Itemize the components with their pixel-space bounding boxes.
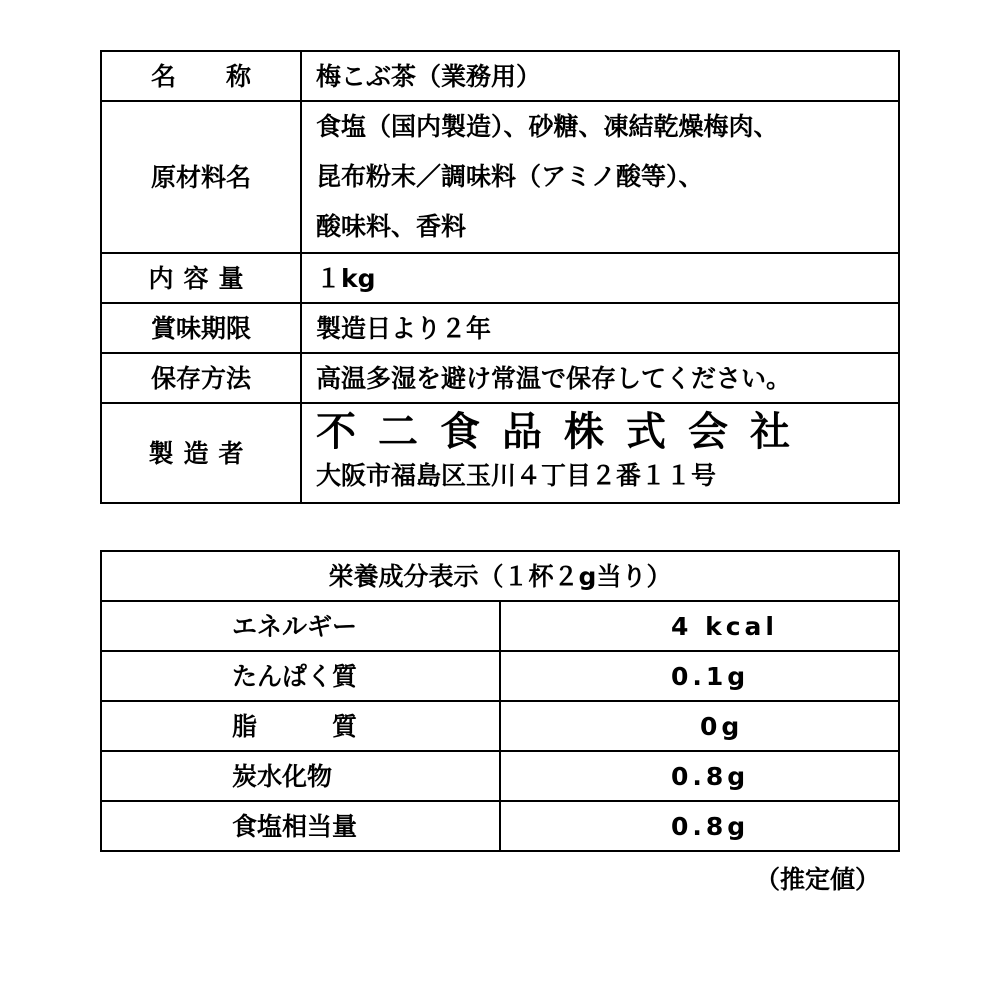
- nutrition-value: 0.1g: [500, 651, 899, 701]
- nutrition-value: 0.8g: [500, 801, 899, 851]
- expiry-label: 賞味期限: [101, 303, 301, 353]
- estimated-value-note: （推定値）: [754, 865, 880, 894]
- table-row: [101, 701, 899, 751]
- nutrition-label: 食塩相当量: [101, 801, 500, 851]
- maker-address: 大阪市福島区玉川４丁目２番１１号: [316, 461, 717, 490]
- table-row: [101, 751, 899, 801]
- nutrition-label: たんぱく質: [101, 651, 500, 701]
- nutrition-value: 4 kcal: [500, 601, 899, 651]
- nutrition-label: 炭水化物: [101, 751, 500, 801]
- table-row: [101, 601, 899, 651]
- nutrition-label: 脂 質: [101, 701, 500, 751]
- ingredients-label: 原材料名: [101, 101, 301, 253]
- storage-value: 高温多湿を避け常温で保存してください。: [301, 353, 899, 403]
- maker-name: 不二食品株式会社: [316, 408, 812, 455]
- nutrition-value: 0g: [500, 701, 899, 751]
- nutrition-title: 栄養成分表示（１杯２g当り）: [101, 551, 899, 601]
- ingredients-line: 食塩（国内製造）、砂糖、凍結乾燥梅肉、: [316, 112, 779, 141]
- nutrition-value: 0.8g: [500, 751, 899, 801]
- nutrition-table: [100, 550, 900, 852]
- expiry-value: 製造日より２年: [301, 303, 899, 353]
- ingredients-line: 酸味料、香料: [316, 212, 467, 241]
- table-row: [101, 801, 899, 851]
- product-info-table: [100, 50, 900, 504]
- name-label: 名 称: [101, 51, 301, 101]
- nutrition-label: エネルギー: [101, 601, 500, 651]
- content-value: １kg: [301, 253, 899, 303]
- name-value: 梅こぶ茶（業務用）: [301, 51, 899, 101]
- storage-label: 保存方法: [101, 353, 301, 403]
- ingredients-value: [301, 101, 899, 253]
- table-row: [101, 651, 899, 701]
- maker-label: 製造者: [101, 403, 301, 503]
- content-label: 内容量: [101, 253, 301, 303]
- maker-value: [301, 403, 899, 503]
- ingredients-line: 昆布粉末／調味料（アミノ酸等）、: [316, 162, 704, 191]
